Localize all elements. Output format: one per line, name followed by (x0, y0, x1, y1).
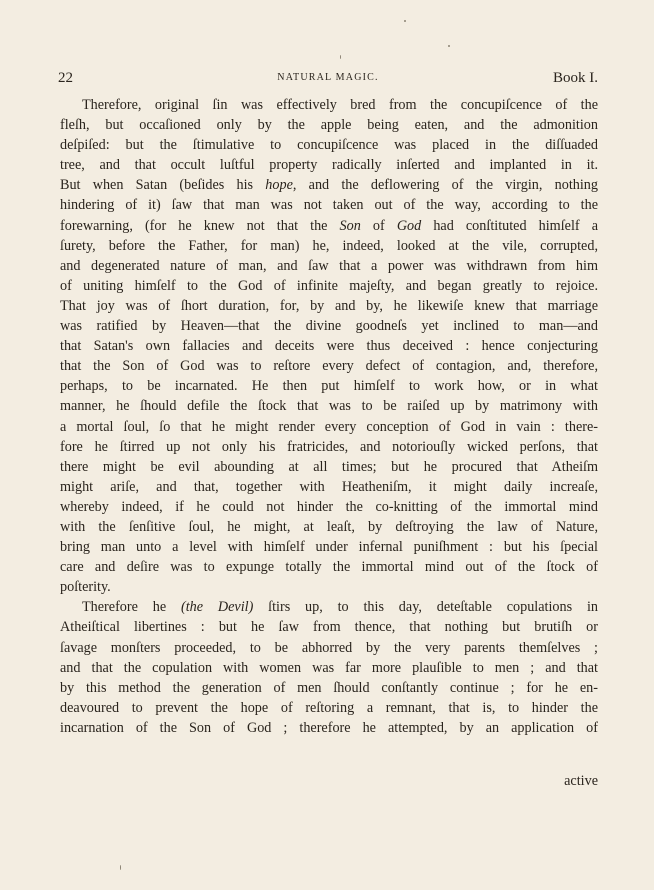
italic-text: Son (339, 217, 361, 234)
text-line: deſpiſed: but the ſtimulative to concupiſcence was placed in the diſſuaded (60, 137, 598, 154)
text-line: But when Satan (beſides his hope, and the deflowering of the virgin, nothing (60, 177, 598, 194)
italic-text: hope (265, 177, 293, 194)
text-line: That joy was of ſhort duration, for, by and by, he likewiſe knew that marriage (60, 297, 598, 314)
paper-speck (120, 865, 121, 870)
paragraph-2 (60, 597, 598, 738)
text-line: bring man unto a level with himſelf under infernal puniſhment : but his ſpecial (60, 539, 598, 556)
body-text (60, 95, 598, 738)
book-label: Book I. (553, 70, 598, 86)
text-line: by this method the generation of men ſhould conſtantly continue ; for he en- (60, 679, 598, 696)
text-line: Therefore he (the Devil) ſtirs up, to this day, deteſtable copulations in (82, 599, 598, 616)
paragraph-1 (60, 95, 598, 597)
text-line: and degenerated nature of man, and ſaw that a power was withdrawn from him (60, 257, 598, 274)
text-line: with the ſenſitive ſoul, he might, at leaſt, by deſtroying the law of Nature, (60, 518, 598, 535)
text-line: was ratified by Heaven—that the divine goodneſs yet inclined to man—and (60, 318, 598, 335)
running-head: NATURAL MAGIC. (277, 72, 379, 83)
text-line: that the Son of God was to reſtore every defect of contagion, and, therefore, (60, 358, 598, 375)
text-line: Atheiſtical libertines : but he ſaw from thence, that nothing but brutiſh or (60, 619, 598, 636)
text-line: deavoured to prevent the hope of reſtoring a remnant, that is, to hinder the (60, 699, 598, 716)
catchword: active (564, 773, 598, 789)
text-line: ſavage monſters proceeded, to be abhorred by the very parents themſelves ; (60, 639, 598, 656)
text-line: and that the copulation with women was far more plauſible to men ; and that (60, 659, 598, 676)
text-line: care and deſire was to expunge totally the immortal mind out of the ſtock of (60, 559, 598, 576)
paper-speck (448, 45, 450, 47)
text-line: poſterity. (60, 579, 111, 596)
text-line: that Satan's own fallacies and deceits were thus deceived : hence conjecturing (60, 338, 598, 355)
italic-text: (the Devil) (180, 599, 254, 616)
text-line: perhaps, to be incarnated. He then put himſelf to work how, or in what (60, 378, 598, 395)
text-line: fleſh, but occaſioned only by the apple being eaten, and the admonition (60, 117, 598, 134)
paper-speck (404, 20, 406, 22)
text-line: there might be evil abounding at all times; but he procured that Atheiſm (60, 458, 598, 475)
paper-speck (340, 55, 341, 59)
text-line: incarnation of the Son of God ; therefore he attempted, by an application of (60, 719, 598, 736)
text-line: fore he ſtirred up not only his fratricides, and notoriouſly wicked perſons, that (60, 438, 598, 455)
text-line: forewarning, (for he knew not that the Son of God had conſtituted himſelf a (60, 217, 598, 234)
text-line: manner, he ſhould defile the ſtock that was to be raiſed up by matrimony with (60, 398, 598, 415)
text-line: whereby indeed, if he could not hinder the co-knitting of the immortal mind (60, 498, 598, 515)
italic-text: God (396, 217, 422, 234)
text-line: a mortal ſoul, ſo that he might render every conception of God in vain : there- (60, 418, 598, 435)
text-line: Therefore, original ſin was effectively bred from the concupiſcence of the (82, 97, 598, 113)
text-line: hindering of it) ſaw that man was not taken out of the way, according to the (60, 197, 598, 214)
page-header (58, 70, 598, 88)
text-line: might ariſe, and that, together with Heatheniſm, it might daily increaſe, (60, 478, 598, 495)
text-line: of uniting himſelf to the God of infinite majeſty, and began greatly to rejoice. (60, 277, 598, 294)
page-number: 22 (58, 70, 73, 86)
text-line: ſurety, before the Father, for man) he, indeed, looked at the vile, corrupted, (60, 237, 598, 254)
text-line: tree, and that occult luſtful property radically inſerted and implanted in it. (60, 157, 598, 174)
